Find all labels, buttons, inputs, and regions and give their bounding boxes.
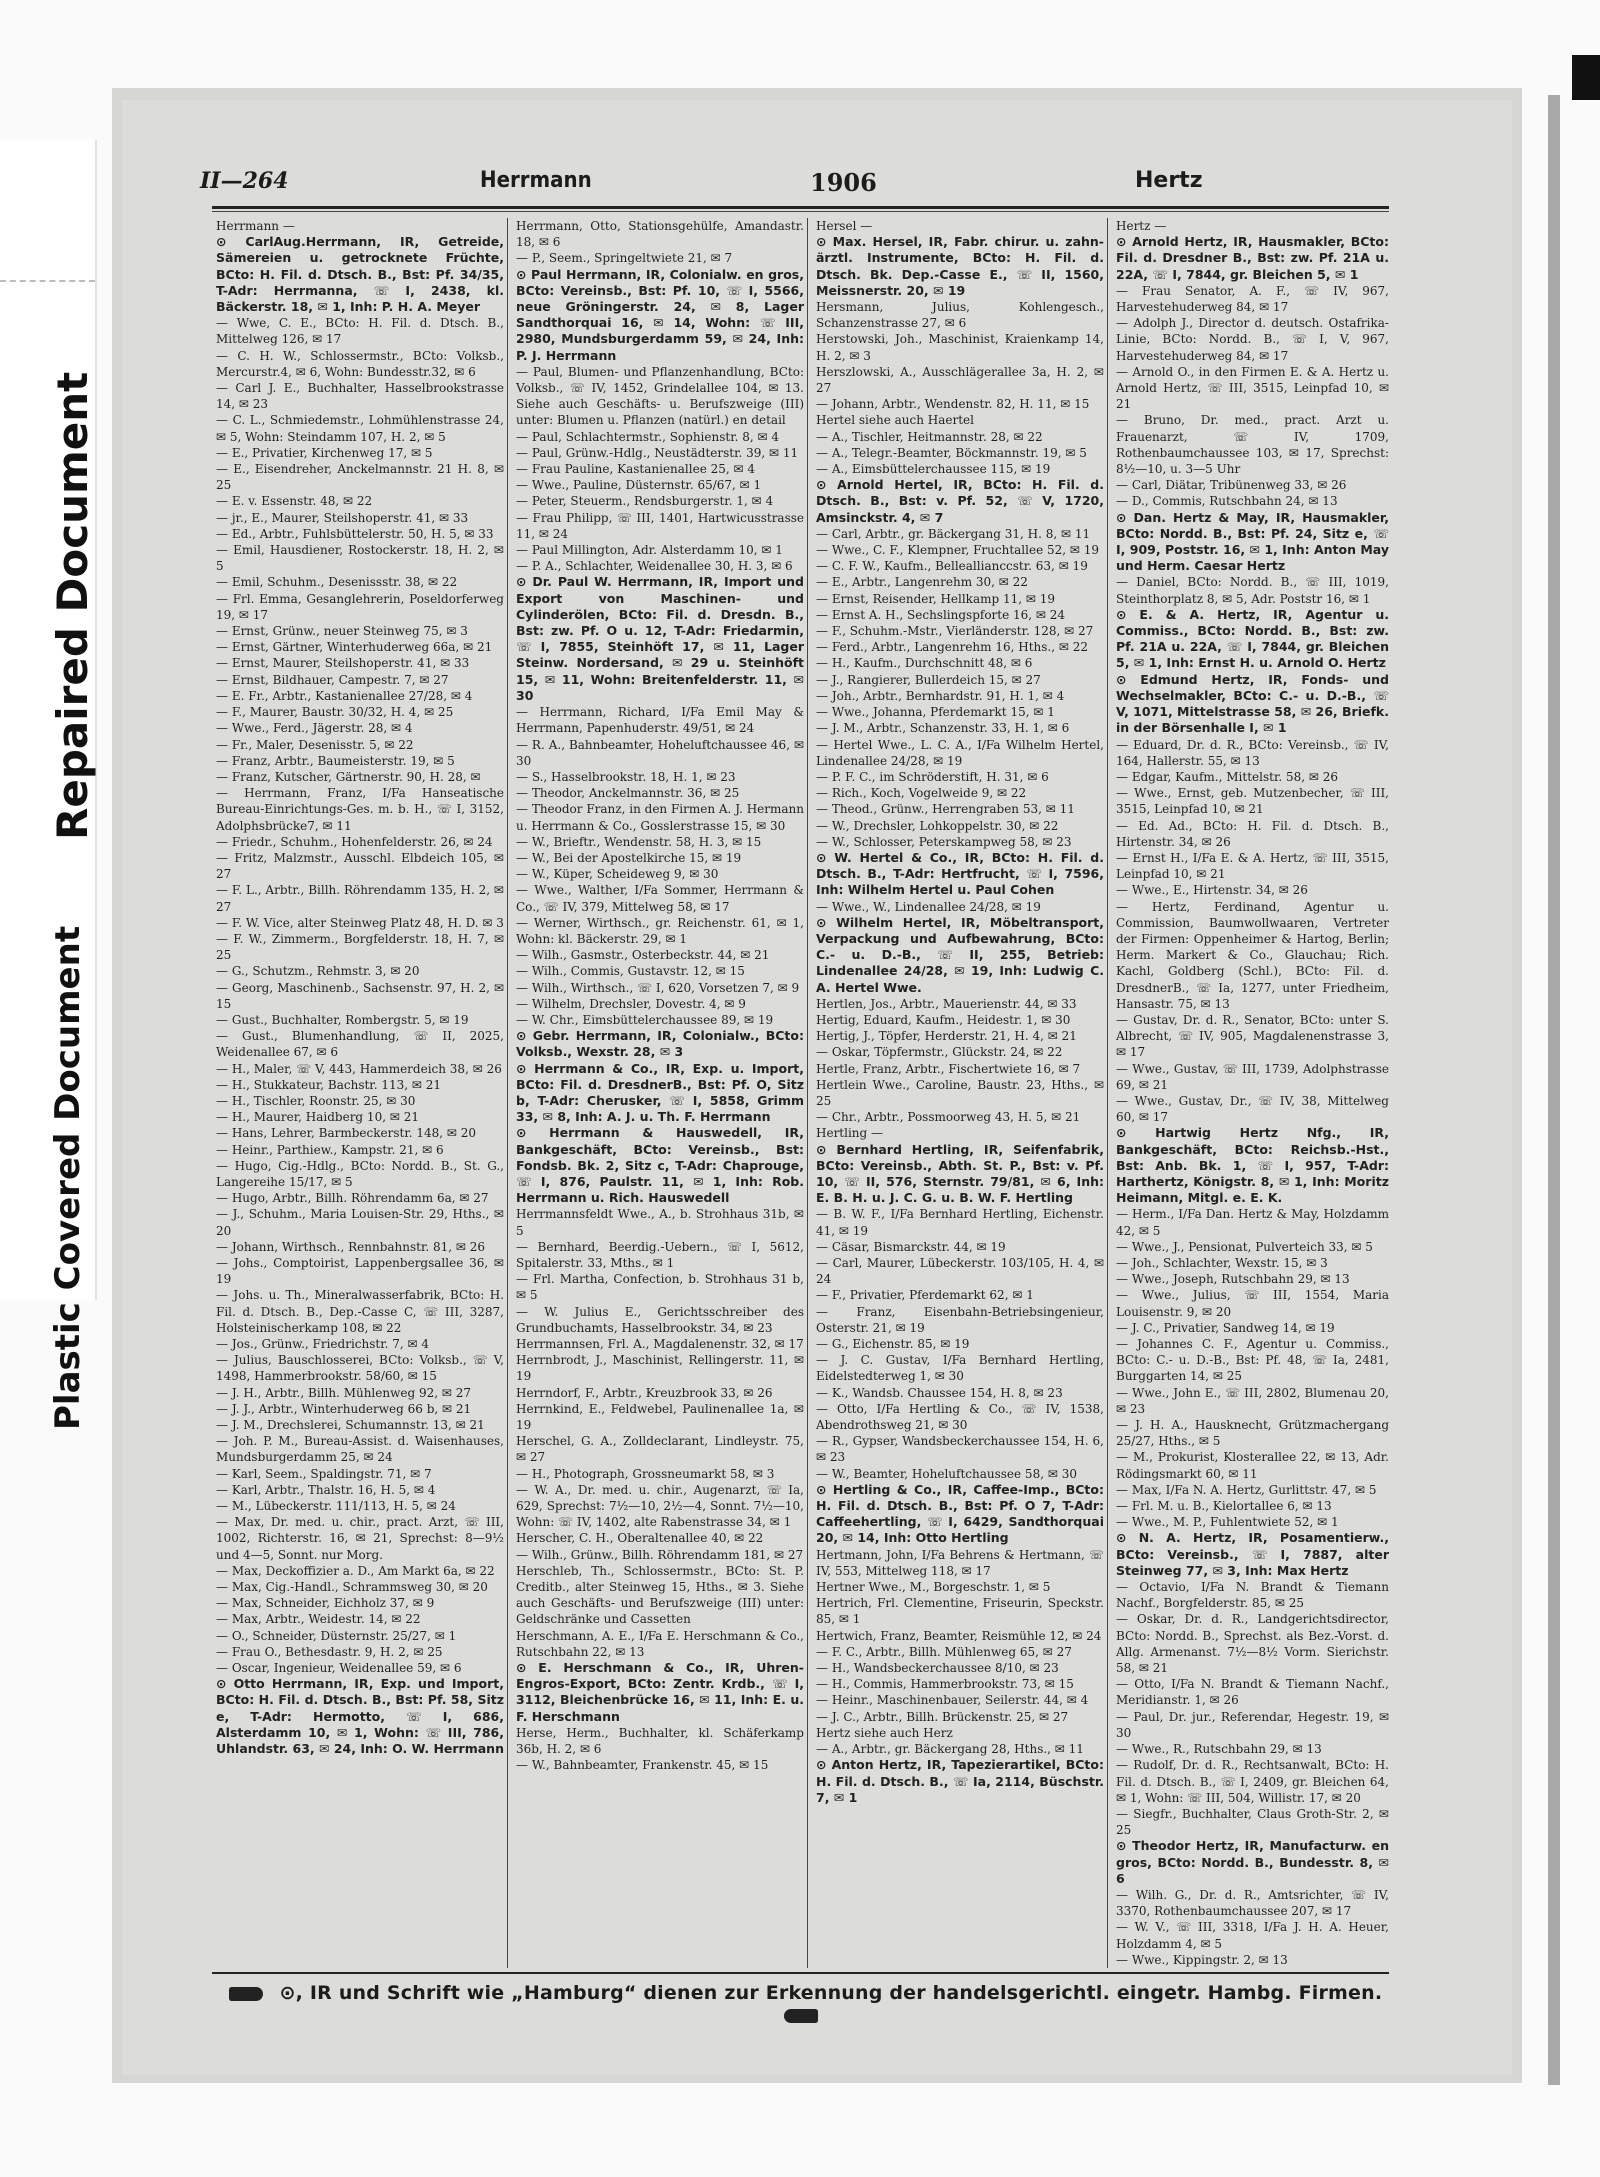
directory-entry: Hertling — [816, 1126, 884, 1141]
directory-entry: — Wwe., John E., ☏ III, 2802, Blumenau 20, ✉ 23 [1116, 1385, 1389, 1416]
pointing-hand-icon [784, 2009, 818, 2023]
directory-entry: — Wwe., Joseph, Rutschbahn 29, ✉ 13 [1116, 1272, 1350, 1287]
directory-entry: — Daniel, BCto: Nordd. B., ☏ III, 1019, Steinthorplatz 8, ✉ 5, Adr. Poststr 16, ✉ 1 [1116, 575, 1389, 606]
directory-entry: — Otto, I/Fa Hertling & Co., ☏ IV, 1538, Abendrothsweg 21, ✉ 30 [816, 1401, 1104, 1433]
directory-entry: ⊙ Edmund Hertz, IR, Fonds- und Wechselmakler, BCto: C.- u. D.-B., ☏ V, 1071, Mittelstrasse 58, ✉ 26, Briefk. in der Börsenhalle I, ✉ 1 [1116, 671, 1389, 736]
directory-entry: — Wwe., J., Pensionat, Pulverteich 33, ✉ 5 [1116, 1239, 1373, 1254]
directory-entry: — H., Stukkateur, Bachstr. 113, ✉ 21 [216, 1077, 442, 1092]
directory-entry: — A., Tischler, Heitmannstr. 28, ✉ 22 [816, 429, 1043, 444]
directory-entry: Hersmann, Julius, Kohlengesch., Schanzenstrasse 27, ✉ 6 [816, 300, 1104, 331]
directory-entry: Herrnbrodt, J., Maschinist, Rellingerstr. 11, ✉ 19 [516, 1353, 804, 1384]
directory-entry: — E., Arbtr., Langenrehm 30, ✉ 22 [816, 575, 1028, 590]
directory-entry: — Fr., Maler, Desenisstr. 5, ✉ 22 [216, 737, 414, 752]
column-divider [1107, 218, 1108, 1968]
directory-entry: — Ernst, Gärtner, Winterhuderweg 66a, ✉ 21 [216, 640, 493, 655]
directory-entry: — Hertz, Ferdinand, Agentur u. Commission, Baumwollwaaren, Vertreter der Firmen: Oppenheimer & Hartog, Berlin; Herm. Markert & Co., Glauchau; Rich. Kachl, Goldberg (Schl.), BCto: Fil. d. DresdnerB., ☏ Ia, 1277, unter Friedheim, Hansastr. 75, ✉ 13 [1116, 899, 1389, 1011]
directory-entry: — F., Privatier, Pferdemarkt 62, ✉ 1 [816, 1288, 1034, 1303]
directory-entry: — W. A., Dr. med. u. chir., Augenarzt, ☏ Ia, 629, Sprechst: 7½—10, 2½—4, Sonnt. 7½—10, Wohn: ☏ IV, 1402, alte Rabenstrasse 34, ✉ 1 [516, 1482, 804, 1530]
directory-entry: — J. J., Arbtr., Winterhuderweg 66 b, ✉ 21 [216, 1401, 472, 1416]
plastic-covered-label: Plastic Covered Document [48, 925, 88, 1430]
directory-entry: — Eduard, Dr. d. R., BCto: Vereinsb., ☏ IV, 164, Hallerstr. 55, ✉ 13 [1116, 737, 1389, 768]
directory-entry: — Werner, Wirthsch., gr. Reichenstr. 61, ✉ 1, Wohn: kl. Bäckerstr. 29, ✉ 1 [516, 915, 804, 946]
directory-entry: — M., Prokurist, Klosterallee 22, ✉ 13, Adr. Rödingsmarkt 60, ✉ 11 [1116, 1450, 1389, 1481]
directory-entry: Herrndorf, F., Arbtr., Kreuzbrook 33, ✉ 26 [516, 1385, 773, 1400]
directory-entry: ⊙ Herrmann & Co., IR, Exp. u. Import, BCto: Fil. d. DresdnerB., Bst: Pf. O, Sitz b, T-Adr: Cherusker, ☏ I, 5858, Grimm 33, ✉ 8, Inh: A. J. u. Th. F. Herrmann [516, 1060, 804, 1125]
directory-entry: — W. Chr., Eimsbüttelerchaussee 89, ✉ 19 [516, 1012, 774, 1027]
directory-entry: — Frl. Martha, Confection, b. Strohhaus 31 b, ✉ 5 [516, 1272, 804, 1303]
directory-columns [212, 218, 1389, 1968]
directory-entry: — H., Tischler, Roonstr. 25, ✉ 30 [216, 1093, 416, 1108]
directory-entry: — Wilh., Grünw., Billh. Röhrendamm 181, ✉ 27 [516, 1547, 804, 1562]
running-head-right: Hertz [1135, 168, 1203, 193]
directory-entry: ⊙ Hertling & Co., IR, Caffee-Imp., BCto: H. Fil. d. Dtsch. B., Bst: Pf. O 7, T-Adr: Caffeehertling, ☏ I, 6429, Sandthorquai 20, ✉ 14, Inh: Otto Hertling [816, 1481, 1104, 1546]
directory-entry: — Herm., I/Fa Dan. Hertz & May, Holzdamm 42, ✉ 5 [1116, 1207, 1389, 1238]
directory-entry: — Wwe., R., Rutschbahn 29, ✉ 13 [1116, 1742, 1322, 1757]
page-number: II—264 [200, 168, 289, 194]
directory-entry: Hertz siehe auch Herz [816, 1725, 953, 1740]
directory-entry: — Max, I/Fa N. A. Hertz, Gurlittstr. 47, ✉ 5 [1116, 1482, 1377, 1497]
directory-entry: — Max, Arbtr., Weidestr. 14, ✉ 22 [216, 1612, 421, 1627]
column-3 [812, 218, 1104, 1968]
directory-entry: — Franz, Kutscher, Gärtnerstr. 90, H. 28, ✉ [216, 769, 481, 784]
directory-entry: — Karl, Seem., Spaldingstr. 71, ✉ 7 [216, 1466, 432, 1481]
running-head-left: Herrmann [480, 168, 592, 193]
directory-entry: — G., Eichenstr. 85, ✉ 19 [816, 1337, 970, 1352]
directory-entry: — Ed., Arbtr., Fuhlsbüttelerstr. 50, H. 5, ✉ 33 [216, 526, 494, 541]
directory-entry: — jr., E., Maurer, Steilshoperstr. 41, ✉ 33 [216, 510, 469, 525]
directory-entry: — W., Drechsler, Lohkoppelstr. 30, ✉ 22 [816, 818, 1059, 833]
directory-entry: Herscher, C. H., Oberaltenallee 40, ✉ 22 [516, 1531, 764, 1546]
directory-entry: — Cäsar, Bismarckstr. 44, ✉ 19 [816, 1239, 1006, 1254]
directory-entry: — W., Brieftr., Wendenstr. 58, H. 3, ✉ 15 [516, 834, 762, 849]
directory-entry: Hertle, Franz, Arbtr., Fischertwiete 16, ✉ 7 [816, 1061, 1081, 1076]
directory-entry: — F., Schuhm.-Mstr., Vierländerstr. 128, ✉ 27 [816, 624, 1094, 639]
directory-entry: — G., Schutzm., Rehmstr. 3, ✉ 20 [216, 964, 420, 979]
directory-entry: — Heinr., Parthiew., Kampstr. 21, ✉ 6 [216, 1142, 444, 1157]
directory-entry: — Paul Millington, Adr. Alsterdamm 10, ✉ 1 [516, 543, 783, 558]
directory-entry: — Gustav, Dr. d. R., Senator, BCto: unter S. Albrecht, ☏ IV, 905, Magdalenenstrasse 3, ✉ 17 [1116, 1012, 1389, 1060]
directory-entry: — J. M., Arbtr., Schanzenstr. 33, H. 1, ✉ 6 [816, 721, 1070, 736]
directory-entry: — W., Bei der Apostelkirche 15, ✉ 19 [516, 850, 742, 865]
directory-entry: — Rich., Koch, Vogelweide 9, ✉ 22 [816, 786, 1027, 801]
directory-entry: — H., Kaufm., Durchschnitt 48, ✉ 6 [816, 656, 1033, 671]
directory-entry: ⊙ Theodor Hertz, IR, Manufacturw. en gros, BCto: Nordd. B., Bundesstr. 8, ✉ 6 [1116, 1838, 1389, 1886]
directory-entry: — C. F. W., Kaufm., Belleallianccstr. 63, ✉ 19 [816, 559, 1088, 574]
directory-entry: — B. W. F., I/Fa Bernhard Hertling, Eichenstr. 41, ✉ 19 [816, 1207, 1104, 1238]
directory-entry: — Hertel Wwe., L. C. A., I/Fa Wilhelm Hertel, Lindenallee 24/28, ✉ 19 [816, 737, 1104, 768]
directory-entry: — Carl, Arbtr., gr. Bäckergang 31, H. 8, ✉ 11 [816, 526, 1091, 541]
directory-entry: — K., Wandsb. Chaussee 154, H. 8, ✉ 23 [816, 1385, 1063, 1400]
directory-entry: ⊙ CarlAug.Herrmann, IR, Getreide, Sämereien u. getrocknete Früchte, BCto: H. Fil. d. Dtsch. B., Bst: Pf. 34/35, T-Adr: Herrmanna, ☏ I, 2438, kl. Bäckerstr. 18, ✉ 1, Inh: P. H. A. Meyer [216, 234, 504, 315]
directory-entry: — Frl. Emma, Gesanglehrerin, Poseldorferweg 19, ✉ 17 [216, 591, 504, 622]
directory-entry: — A., Arbtr., gr. Bäckergang 28, Hths., ✉ 11 [816, 1742, 1084, 1757]
running-head-year: 1906 [810, 168, 877, 197]
footer-rule [212, 1972, 1389, 1974]
directory-entry: ⊙ W. Hertel & Co., IR, BCto: H. Fil. d. Dtsch. B., T-Adr: Hertfrucht, ☏ I, 7596, Inh: Wilhelm Hertel u. Paul Cohen [816, 849, 1104, 898]
directory-entry: — Joh., Schlachter, Wexstr. 15, ✉ 3 [1116, 1256, 1328, 1270]
directory-entry: — Wwe., E., Hirtenstr. 34, ✉ 26 [1116, 883, 1308, 898]
directory-entry: Herszlowski, A., Ausschlägerallee 3a, H. 2, ✉ 27 [816, 364, 1104, 396]
directory-entry: Hertlein Wwe., Caroline, Baustr. 23, Hths., ✉ 25 [816, 1077, 1104, 1108]
dashed-edge [0, 280, 95, 282]
directory-entry: — Gust., Buchhalter, Rombergstr. 5, ✉ 19 [216, 1012, 469, 1027]
directory-entry: — W., Küper, Scheideweg 9, ✉ 30 [516, 867, 719, 882]
column-divider [807, 218, 808, 1968]
document-condition-label [0, 140, 97, 1430]
directory-entry: — R., Gypser, Wandsbeckerchaussee 154, H. 6, ✉ 23 [816, 1434, 1104, 1465]
directory-entry: — Ernst, Reisender, Hellkamp 11, ✉ 19 [816, 591, 1056, 606]
directory-entry: Hertz — [1116, 219, 1167, 233]
directory-entry: — J. H. A., Hausknecht, Grützmachergang 25/27, Hths., ✉ 5 [1116, 1418, 1389, 1449]
directory-entry: Herrmannsfeldt Wwe., A., b. Strohhaus 31b, ✉ 5 [516, 1207, 804, 1238]
directory-entry: Hertrich, Frl. Clementine, Friseurin, Speckstr. 85, ✉ 1 [816, 1596, 1104, 1627]
directory-entry: — Bruno, Dr. med., pract. Arzt u. Frauenarzt, ☏ IV, 1709, Rothenbaumchaussee 103, ✉ 17, Sprechst: 8½—10, u. 3—5 Uhr [1116, 413, 1389, 477]
directory-entry: Hertlen, Jos., Arbtr., Mauerienstr. 44, ✉ 33 [816, 996, 1077, 1011]
directory-entry: — J. C., Arbtr., Billh. Brückenstr. 25, ✉ 27 [816, 1709, 1069, 1724]
directory-entry: — Wwe., Kippingstr. 2, ✉ 13 [1116, 1952, 1288, 1967]
directory-entry: — J. M., Drechslerei, Schumannstr. 13, ✉ 21 [216, 1418, 485, 1433]
directory-entry: — A., Telegr.-Beamter, Böckmannstr. 19, ✉ 5 [816, 445, 1087, 460]
directory-entry: — S., Hasselbrookstr. 18, H. 1, ✉ 23 [516, 769, 736, 784]
directory-entry: ⊙ Gebr. Herrmann, IR, Colonialw., BCto: Volksb., Wexstr. 28, ✉ 3 [516, 1028, 804, 1060]
directory-entry: — Frau Pauline, Kastanienallee 25, ✉ 4 [516, 462, 756, 477]
directory-entry: — Ernst A. H., Sechslingspforte 16, ✉ 24 [816, 607, 1066, 622]
directory-entry: Hersel — [816, 219, 873, 233]
directory-entry: — Wilhelm, Drechsler, Dovestr. 4, ✉ 9 [516, 996, 746, 1011]
directory-entry: Hertig, J., Töpfer, Herderstr. 21, H. 4, ✉ 21 [816, 1029, 1077, 1044]
directory-entry: — H., Photograph, Grossneumarkt 58, ✉ 3 [516, 1466, 775, 1481]
directory-entry: — Ernst, Bildhauer, Campestr. 7, ✉ 27 [216, 672, 449, 687]
directory-entry: — H., Maurer, Haidberg 10, ✉ 21 [216, 1110, 419, 1125]
directory-entry: — Theodor, Anckelmannstr. 36, ✉ 25 [516, 786, 740, 801]
directory-entry: — Emil, Schuhm., Desenissstr. 38, ✉ 22 [216, 575, 458, 590]
directory-entry: — Arnold O., in den Firmen E. & A. Hertz u. Arnold Hertz, ☏ III, 3515, Leinpfad 10, ✉ 21 [1116, 364, 1389, 412]
directory-entry: — Wwe., M. P., Fuhlentwiete 52, ✉ 1 [1116, 1515, 1339, 1530]
directory-entry: — Wilh., Commis, Gustavstr. 12, ✉ 15 [516, 964, 745, 979]
directory-entry: — O., Schneider, Düsternstr. 25/27, ✉ 1 [216, 1628, 457, 1643]
directory-entry: — J. C. Gustav, I/Fa Bernhard Hertling, Eidelstedterweg 1, ✉ 30 [816, 1353, 1104, 1384]
directory-entry: — Carl, Diätar, Tribünenweg 33, ✉ 26 [1116, 478, 1347, 493]
directory-entry: Hertel siehe auch Haertel [816, 413, 974, 428]
directory-entry: — Johannes C. F., Agentur u. Commiss., BCto: C.- u. D.-B., Bst: Pf. 48, ☏ Ia, 2481, Burggarten 14, ✉ 25 [1116, 1337, 1389, 1384]
directory-entry: — Jos., Grünw., Friedrichstr. 7, ✉ 4 [216, 1337, 430, 1352]
pointing-hand-icon [229, 1987, 263, 2001]
directory-entry: — W., Beamter, Hoheluftchaussee 58, ✉ 30 [816, 1466, 1077, 1481]
directory-entry: — Wwe., Julius, ☏ III, 1554, Maria Louisenstr. 9, ✉ 20 [1116, 1288, 1389, 1319]
directory-entry: — Peter, Steuerm., Rendsburgerstr. 1, ✉ 4 [516, 494, 774, 509]
directory-entry: Herschleb, Th., Schlossermstr., BCto: St. P. Creditb., alter Steinweg 15, Hths., ✉ 3. Siehe auch Geschäfts- und Berufszweige (III) unter: Geldschränke und Cassetten [516, 1563, 804, 1627]
directory-entry: — E., Privatier, Kirchenweg 17, ✉ 5 [216, 445, 433, 460]
directory-entry: — E. v. Essenstr. 48, ✉ 22 [216, 494, 373, 509]
directory-entry: — P. F. C., im Schröderstift, H. 31, ✉ 6 [816, 769, 1049, 784]
directory-entry: — W., Schlosser, Peterskampweg 58, ✉ 23 [816, 834, 1072, 849]
directory-entry: — Hans, Lehrer, Barmbeckerstr. 148, ✉ 20 [216, 1126, 477, 1141]
repaired-document-label: Repaired Document [48, 371, 97, 840]
column-divider [507, 218, 508, 1968]
directory-entry: — Paul, Dr. jur., Referendar, Hegestr. 19, ✉ 30 [1116, 1709, 1389, 1740]
directory-entry: — Wwe., Gustav, Dr., ☏ IV, 38, Mittelweg 60, ✉ 17 [1116, 1093, 1389, 1125]
directory-entry: — Paul, Blumen- und Pflanzenhandlung, BCto: Volksb., ☏ IV, 1452, Grindelallee 104, ✉ 13. Siehe auch Geschäfts- u. Berufszweige (III) unter: Blumen u. Pflanzen (natürl.) en detail [516, 364, 804, 428]
directory-entry: ⊙ Anton Hertz, IR, Tapezierartikel, BCto: H. Fil. d. Dtsch. B., ☏ Ia, 2114, Büschstr. 7, ✉ 1 [816, 1757, 1104, 1805]
directory-entry: — Otto, I/Fa N. Brandt & Tiemann Nachf., Meridianstr. 1, ✉ 26 [1116, 1677, 1389, 1708]
directory-entry: — W., Bahnbeamter, Frankenstr. 45, ✉ 15 [516, 1758, 769, 1773]
directory-entry: — Paul, Schlachtermstr., Sophienstr. 8, ✉ 4 [516, 429, 780, 444]
directory-entry: — Herrmann, Richard, I/Fa Emil May & Herrmann, Papenhuderstr. 49/51, ✉ 24 [516, 705, 804, 736]
directory-entry: — Joh., Arbtr., Bernhardstr. 91, H. 1, ✉ 4 [816, 688, 1065, 703]
page-footer [212, 1982, 1389, 2022]
directory-entry: — Max, Cig.-Handl., Schrammsweg 30, ✉ 20 [216, 1580, 488, 1595]
directory-entry: ⊙ Arnold Hertel, IR, BCto: H. Fil. d. Dtsch. B., Bst: v. Pf. 52, ☏ V, 1720, Amsinckstr. 4, ✉ 7 [816, 477, 1104, 525]
footer-note: ⊙, IR und Schrift wie „Hamburg“ dienen zur Erkennung der handelsgerichtl. eingetr. Hambg. Firmen. [279, 1982, 1383, 2004]
directory-entry: — Johs., Comptoirist, Lappenbergsallee 36, ✉ 19 [216, 1256, 504, 1287]
directory-entry: — Ernst H., I/Fa E. & A. Hertz, ☏ III, 3515, Leinpfad 10, ✉ 21 [1116, 850, 1389, 882]
directory-entry: — F. C., Arbtr., Billh. Mühlenweg 65, ✉ 27 [816, 1644, 1072, 1659]
directory-entry: — Oscar, Ingenieur, Weidenallee 59, ✉ 6 [216, 1661, 462, 1676]
directory-entry: — H., Wandsbeckerchaussee 8/10, ✉ 23 [816, 1661, 1059, 1676]
directory-entry: — Siegfr., Buchhalter, Claus Groth-Str. 2, ✉ 25 [1116, 1806, 1389, 1838]
directory-entry: — Hugo, Arbtr., Billh. Röhrendamm 6a, ✉ 27 [216, 1191, 489, 1206]
directory-entry: — Heinr., Maschinenbauer, Seilerstr. 44, ✉ 4 [816, 1693, 1089, 1708]
directory-entry: ⊙ Hartwig Hertz Nfg., IR, Bankgeschäft, BCto: Reichsb.-Hst., Bst: Anb. Bk. 1, ☏ I, 957, T-Adr: Harthertz, Königstr. 8, ✉ 1, Inh: Moritz Heimann, Mitgl. e. E. K. [1116, 1125, 1389, 1206]
directory-entry: — F. W., Zimmerm., Borgfelderstr. 18, H. 7, ✉ 25 [216, 931, 504, 963]
directory-entry: — P., Seem., Springeltwiete 21, ✉ 7 [516, 251, 733, 266]
directory-entry: — Frau O., Bethesdastr. 9, H. 2, ✉ 25 [216, 1644, 443, 1659]
directory-entry: — Wwe., W., Lindenallee 24/28, ✉ 19 [816, 899, 1041, 914]
directory-entry: ⊙ Paul Herrmann, IR, Colonialw. en gros, BCto: Vereinsb., Bst: Pf. 10, ☏ I, 5566, neue Gröningerstr. 24, ✉ 8, Lager Sandthorquai 16, ✉ 14, Wohn: ☏ III, 2980, Mundsburgerdamm 59, ✉ 24, Inh: P. J. Herrmann [516, 266, 804, 363]
directory-entry: — Franz, Arbtr., Baumeisterstr. 19, ✉ 5 [216, 753, 455, 768]
directory-entry: — Frau Philipp, ☏ III, 1401, Hartwicusstrasse 11, ✉ 24 [516, 510, 804, 541]
directory-entry: — J. H., Arbtr., Billh. Mühlenweg 92, ✉ 27 [216, 1385, 472, 1400]
directory-entry: Herschel, G. A., Zolldeclarant, Lindleystr. 75, ✉ 27 [516, 1434, 804, 1465]
directory-entry: — F., Maurer, Baustr. 30/32, H. 4, ✉ 25 [216, 705, 454, 720]
scan-corner-mark [1572, 55, 1600, 100]
directory-entry: — Wilh. G., Dr. d. R., Amtsrichter, ☏ IV, 3370, Rothenbaumchaussee 207, ✉ 17 [1116, 1887, 1389, 1919]
directory-entry: — Emil, Hausdiener, Rostockerstr. 18, H. 2, ✉ 5 [216, 543, 504, 574]
directory-entry: — C. L., Schmiedemstr., Lohmühlenstrasse 24, ✉ 5, Wohn: Steindamm 107, H. 2, ✉ 5 [216, 413, 504, 444]
directory-entry: — J. C., Privatier, Sandweg 14, ✉ 19 [1116, 1320, 1335, 1335]
directory-entry: Hertig, Eduard, Kaufm., Heidestr. 1, ✉ 30 [816, 1012, 1071, 1027]
directory-entry: ⊙ Arnold Hertz, IR, Hausmakler, BCto: Fil. d. Dresdner B., Bst: zw. Pf. 21A u. 22A, ☏ I, 7844, gr. Bleichen 5, ✉ 1 [1116, 234, 1389, 282]
directory-entry: — Georg, Maschinenb., Sachsenstr. 97, H. 2, ✉ 15 [216, 980, 504, 1011]
directory-entry: — J., Schuhm., Maria Louisen-Str. 29, Hths., ✉ 20 [216, 1207, 504, 1238]
directory-entry: — Wwe., C. F., Klempner, Fruchtallee 52, ✉ 19 [816, 543, 1100, 558]
directory-entry: — M., Lübeckerstr. 111/113, H. 5, ✉ 24 [216, 1499, 456, 1514]
directory-entry: — Herrmann, Franz, I/Fa Hanseatische Bureau-Einrichtungs-Ges. m. b. H., ☏ I, 3152, Adolphsbrücke7, ✉ 11 [216, 786, 504, 833]
directory-entry: — Carl J. E., Buchhalter, Hasselbrookstrasse 14, ✉ 23 [216, 381, 504, 412]
directory-entry: — E., Eisendreher, Anckelmannstr. 21 H. 8, ✉ 25 [216, 462, 504, 493]
directory-entry: — Ernst, Maurer, Steilshoperstr. 41, ✉ 33 [216, 656, 470, 671]
directory-entry: — Theod., Grünw., Herrengraben 53, ✉ 11 [816, 802, 1075, 817]
directory-entry: — Wilh., Gasmstr., Osterbeckstr. 44, ✉ 21 [516, 948, 770, 963]
directory-entry: Herschmann, A. E., I/Fa E. Herschmann & Co., Rutschbahn 22, ✉ 13 [516, 1628, 804, 1659]
directory-entry: — Paul, Grünw.-Hdlg., Neustädterstr. 39, ✉ 11 [516, 445, 799, 460]
directory-entry: — Adolph J., Director d. deutsch. Ostafrika-Linie, BCto: Nordd. B., ☏ I, V, 967, Harvestehuderweg 84, ✉ 17 [1116, 316, 1389, 363]
directory-entry: — Johann, Wirthsch., Rennbahnstr. 81, ✉ 26 [216, 1239, 486, 1254]
directory-entry: — Max, Deckoffizier a. D., Am Markt 6a, ✉ 22 [216, 1563, 495, 1578]
directory-entry: — Wwe, C. E., BCto: H. Fil. d. Dtsch. B., Mittelweg 126, ✉ 17 [216, 316, 504, 347]
directory-entry: ⊙ Bernhard Hertling, IR, Seifenfabrik, BCto: Vereinsb., Abth. St. P., Bst: v. Pf. 10, ☏ II, 576, Sternstr. 79/81, ✉ 6, Inh: E. B. H. u. J. C. G. u. B. W. F. Hertling [816, 1141, 1104, 1206]
directory-entry: — Hugo, Cig.-Hdlg., BCto: Nordd. B., St. G., Langereihe 15/17, ✉ 5 [216, 1158, 504, 1189]
directory-entry: ⊙ Wilhelm Hertel, IR, Möbeltransport, Verpackung und Aufbewahrung, BCto: C.- u. D.-B., ☏ II, 255, Betrieb: Lindenallee 24/28, ✉ 19, Inh: Ludwig C. A. Hertel Wwe. [816, 914, 1104, 995]
directory-entry: ⊙ Dan. Hertz & May, IR, Hausmakler, BCto: Nordd. B., Bst: Pf. 24, Sitz e, ☏ I, 909, Poststr. 16, ✉ 1, Inh: Anton May und Herm. Caesar Hertz [1116, 509, 1389, 574]
directory-entry: Hertner Wwe., M., Borgeschstr. 1, ✉ 5 [816, 1580, 1051, 1595]
directory-entry: — F. L., Arbtr., Billh. Röhrendamm 135, H. 2, ✉ 27 [216, 883, 504, 914]
directory-entry: — Julius, Bauschlosserei, BCto: Volksb., ☏ V, 1498, Hammerbrookstr. 58/60, ✉ 15 [216, 1353, 504, 1384]
directory-entry: — Carl, Maurer, Lübeckerstr. 103/105, H. 4, ✉ 24 [816, 1256, 1104, 1287]
directory-entry: — P. A., Schlachter, Weidenallee 30, H. 3, ✉ 6 [516, 559, 793, 574]
directory-entry: — Joh. P. M., Bureau-Assist. d. Waisenhauses, Mundsburgerdamm 25, ✉ 24 [216, 1434, 504, 1465]
directory-entry: — J., Rangierer, Bullerdeich 15, ✉ 27 [816, 672, 1041, 687]
directory-entry: — C. H. W., Schlossermstr., BCto: Volksb., Mercurstr.4, ✉ 6, Wohn: Bundesstr.32, ✉ 6 [216, 348, 504, 379]
directory-entry: — Frl. M. u. B., Kielortallee 6, ✉ 13 [1116, 1499, 1332, 1514]
directory-entry: ⊙ E. Herschmann & Co., IR, Uhren-Engros-Export, BCto: Zentr. Krdb., ☏ I, 3112, Bleichenbrücke 16, ✉ 11, Inh: E. u. F. Herschmann [516, 1660, 804, 1724]
directory-entry: Herrnkind, E., Feldwebel, Paulinenallee 1a, ✉ 19 [516, 1401, 804, 1433]
directory-entry: Herse, Herm., Buchhalter, kl. Schäferkamp 36b, H. 2, ✉ 6 [516, 1725, 804, 1757]
directory-entry: — Rudolf, Dr. d. R., Rechtsanwalt, BCto: H. Fil. d. Dtsch. B., ☏ I, 2409, gr. Bleichen 64, ✉ 1, Wohn: ☏ III, 504, Willistr. 17, ✉ 20 [1116, 1758, 1389, 1805]
directory-entry: — Max, Schneider, Eichholz 37, ✉ 9 [216, 1596, 435, 1611]
page-header [200, 168, 1380, 208]
directory-entry: — Ferd., Arbtr., Langenrehm 16, Hths., ✉ 22 [816, 640, 1088, 655]
directory-entry: Herrmann, Otto, Stationsgehülfe, Amandastr. 18, ✉ 6 [516, 219, 804, 250]
directory-entry: — Fritz, Malzmstr., Ausschl. Elbdeich 105, ✉ 27 [216, 850, 504, 882]
directory-entry: — Ed. Ad., BCto: H. Fil. d. Dtsch. B., Hirtenstr. 34, ✉ 26 [1116, 818, 1389, 849]
directory-entry: — Bernhard, Beerdig.-Uebern., ☏ I, 5612, Spitalerstr. 33, Mths., ✉ 1 [516, 1239, 804, 1270]
directory-entry: — R. A., Bahnbeamter, Hoheluftchaussee 46, ✉ 30 [516, 737, 804, 768]
directory-entry: — Chr., Arbtr., Possmoorweg 43, H. 5, ✉ 21 [816, 1110, 1081, 1125]
directory-entry: — Friedr., Schuhm., Hohenfelderstr. 26, ✉ 24 [216, 834, 493, 849]
directory-entry: — A., Eimsbüttelerchaussee 115, ✉ 19 [816, 462, 1051, 477]
directory-entry: ⊙ Herrmann & Hauswedell, IR, Bankgeschäft, BCto: Vereinsb., Bst: Fondsb. Bk. 2, Sitz c, T-Adr: Chaprouge, ☏ I, 876, Paulstr. 11, ✉ 1, Inh: Rob. Herrmann u. Rich. Hauswedell [516, 1125, 804, 1206]
header-rule-thin [212, 211, 1389, 212]
directory-entry: ⊙ Dr. Paul W. Herrmann, IR, Import und Export von Maschinen- und Cylinderölen, BCto: Fil. d. Dresdn. B., Bst: zw. Pf. O u. 12, T-Adr: Friedarmin, ☏ I, 7855, Steinhöft 17, ✉ 11, Lager Steinw. Nordersand, ✉ 29 u. Steinhöft 15, ✉ 11, Wohn: Breitenfelderstr. 11, ✉ 30 [516, 574, 804, 703]
directory-entry: Herrmann — [216, 219, 295, 233]
directory-entry: Herstowski, Joh., Maschinist, Kraienkamp 14, H. 2, ✉ 3 [816, 332, 1104, 363]
directory-entry: — Oskar, Dr. d. R., Landgerichtsdirector, BCto: Nordd. B., Sprechst. als Bez.-Vorst. d. Allg. Armenanst. 7½—8½ Vorm. Sierichstr. 58, ✉ 21 [1116, 1612, 1389, 1676]
directory-entry: — Octavio, I/Fa N. Brandt & Tiemann Nachf., Borgfelderstr. 85, ✉ 25 [1116, 1580, 1389, 1611]
directory-entry: — Wwe., Pauline, Düsternstr. 65/67, ✉ 1 [516, 478, 762, 493]
directory-entry: — Ernst, Grünw., neuer Steinweg 75, ✉ 3 [216, 624, 468, 639]
directory-entry: ⊙ E. & A. Hertz, IR, Agentur u. Commiss., BCto: Nordd. B., Bst: zw. Pf. 21A u. 22A, ☏ I, 7844, gr. Bleichen 5, ✉ 1, Inh: Ernst H. u. Arnold O. Hertz [1116, 606, 1389, 671]
directory-entry: — Franz, Eisenbahn-Betriebsingenieur, Osterstr. 21, ✉ 19 [816, 1304, 1104, 1335]
directory-entry: ⊙ N. A. Hertz, IR, Posamentierw., BCto: Vereinsb., ☏ I, 7887, alter Steinweg 77, ✉ 3, Inh: Max Hertz [1116, 1530, 1389, 1578]
column-1 [212, 218, 504, 1968]
directory-entry: — Frau Senator, A. F., ☏ IV, 967, Harvestehuderweg 84, ✉ 17 [1116, 283, 1389, 315]
directory-entry: — Johann, Arbtr., Wendenstr. 82, H. 11, ✉ 15 [816, 397, 1090, 412]
directory-entry: Herrmannsen, Frl. A., Magdalenenstr. 32, ✉ 17 [516, 1337, 804, 1352]
directory-entry: — Wwe., Johanna, Pferdemarkt 15, ✉ 1 [816, 705, 1055, 720]
directory-entry: — Wwe., Ferd., Jägerstr. 28, ✉ 4 [216, 721, 413, 736]
directory-entry: — Johs. u. Th., Mineralwasserfabrik, BCto: H. Fil. d. Dtsch. B., Dep.-Casse C, ☏ III, 3287, Holsteinischerkamp 108, ✉ 22 [216, 1288, 504, 1335]
directory-entry: — Wwe., Walther, I/Fa Sommer, Herrmann & Co., ☏ IV, 379, Mittelweg 58, ✉ 17 [516, 883, 804, 914]
directory-entry: ⊙ Otto Herrmann, IR, Exp. und Import, BCto: H. Fil. d. Dtsch. B., Bst: Pf. 58, Sitz e, T-Adr: Hermotto, ☏ I, 686, Alsterdamm 10, ✉ 1, Wohn: ☏ III, 786, Uhlandstr. 63, ✉ 24, Inh: O. W. Herrmann [216, 1676, 504, 1757]
directory-entry: — D., Commis, Rutschbahn 24, ✉ 13 [1116, 494, 1338, 509]
column-2 [512, 218, 804, 1968]
directory-entry: — H., Maler, ☏ V, 443, Hammerdeich 38, ✉ 26 [216, 1061, 502, 1076]
directory-entry: — E. Fr., Arbtr., Kastanienallee 27/28, ✉ 4 [216, 688, 473, 703]
column-4 [1112, 218, 1389, 1968]
directory-entry: — F. W. Vice, alter Steinweg Platz 48, H. D. ✉ 3 [216, 915, 504, 930]
directory-entry: — W. Julius E., Gerichtsschreiber des Grundbuchamts, Hasselbrookstr. 34, ✉ 23 [516, 1304, 804, 1335]
directory-entry: — Wwe., Ernst, geb. Mutzenbecher, ☏ III, 3515, Leinpfad 10, ✉ 21 [1116, 786, 1389, 817]
directory-entry: — Karl, Arbtr., Thalstr. 16, H. 5, ✉ 4 [216, 1482, 436, 1497]
directory-entry: Hertmann, John, I/Fa Behrens & Hertmann, ☏ IV, 553, Mittelweg 118, ✉ 17 [816, 1547, 1104, 1578]
directory-entry: ⊙ Max. Hersel, IR, Fabr. chirur. u. zahn-ärztl. Instrumente, BCto: H. Fil. d. Dtsch. Bk. Dep.-Casse E., ☏ II, 1560, Meissnerstr. 20, ✉ 19 [816, 234, 1104, 298]
directory-entry: — Oskar, Töpfermstr., Glückstr. 24, ✉ 22 [816, 1045, 1063, 1060]
page-edge [1548, 95, 1560, 2085]
directory-entry: — H., Commis, Hammerbrookstr. 73, ✉ 15 [816, 1677, 1074, 1692]
directory-entry: — Edgar, Kaufm., Mittelstr. 58, ✉ 26 [1116, 769, 1339, 784]
directory-entry: — Theodor Franz, in den Firmen A. J. Hermann u. Herrmann & Co., Gosslerstrasse 15, ✉ 30 [516, 802, 804, 833]
directory-entry: — Gust., Blumenhandlung, ☏ II, 2025, Weidenallee 67, ✉ 6 [216, 1029, 504, 1060]
directory-entry: — Max, Dr. med. u. chir., pract. Arzt, ☏ III, 1002, Richterstr. 16, ✉ 21, Sprechst: 8—9½ und 4—5, Sonnt. nur Morg. [216, 1515, 504, 1562]
directory-entry: — Wwe., Gustav, ☏ III, 1739, Adolphstrasse 69, ✉ 21 [1116, 1061, 1389, 1092]
directory-entry: Hertwich, Franz, Beamter, Reismühle 12, ✉ 24 [816, 1628, 1102, 1643]
directory-entry: — W. V., ☏ III, 3318, I/Fa J. H. A. Heuer, Holzdamm 4, ✉ 5 [1116, 1920, 1389, 1951]
directory-entry: — Wilh., Wirthsch., ☏ I, 620, Vorsetzen 7, ✉ 9 [516, 980, 800, 995]
header-rule [212, 206, 1389, 209]
